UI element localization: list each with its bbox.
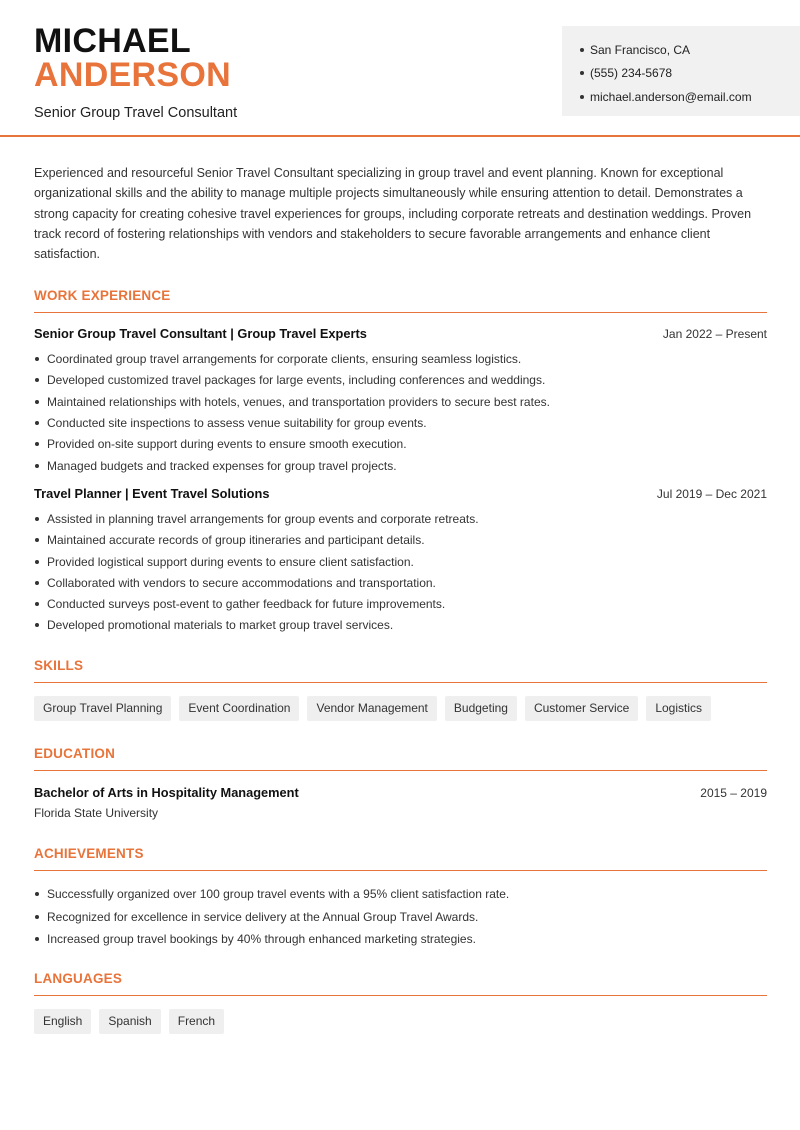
bullet-icon bbox=[580, 95, 584, 99]
resume-header bbox=[0, 0, 800, 137]
education-dates: 2015 – 2019 bbox=[700, 786, 767, 801]
skill-tag: Customer Service bbox=[525, 696, 638, 721]
bullet-icon bbox=[35, 357, 39, 361]
contact-email bbox=[580, 85, 800, 109]
education-section bbox=[34, 746, 767, 820]
job-bullets bbox=[34, 348, 767, 476]
bullet-icon bbox=[35, 517, 39, 521]
list-item bbox=[34, 412, 767, 433]
first-name: MICHAEL bbox=[34, 22, 191, 60]
list-item-text: Recognized for excellence in service delivery at the Annual Group Travel Awards. bbox=[47, 909, 479, 924]
section-title-work: WORK EXPERIENCE bbox=[34, 288, 767, 313]
job-bullets bbox=[34, 508, 767, 636]
bullet-icon bbox=[35, 937, 39, 941]
education-school: Florida State University bbox=[34, 806, 159, 821]
section-title-achievements: ACHIEVEMENTS bbox=[34, 846, 767, 871]
list-item-text: Collaborated with vendors to secure accommodations and transportation. bbox=[47, 575, 436, 590]
list-item-text: Conducted surveys post-event to gather feedback for future improvements. bbox=[47, 597, 446, 612]
bullet-icon bbox=[35, 421, 39, 425]
languages-tags bbox=[34, 1009, 767, 1034]
bullet-icon bbox=[35, 602, 39, 606]
bullet-icon bbox=[580, 48, 584, 52]
section-title-education: EDUCATION bbox=[34, 746, 767, 771]
list-item bbox=[34, 455, 767, 476]
skills-section bbox=[34, 658, 767, 721]
list-item bbox=[34, 906, 767, 929]
job-dates: Jul 2019 – Dec 2021 bbox=[656, 487, 767, 502]
section-title-skills: SKILLS bbox=[34, 658, 767, 683]
list-item-text: Coordinated group travel arrangements for corporate clients, ensuring seamless logistics. bbox=[47, 352, 522, 367]
skills-tags bbox=[34, 696, 767, 721]
list-item bbox=[34, 391, 767, 412]
skill-tag: Budgeting bbox=[445, 696, 517, 721]
job-role: Senior Group Travel Consultant | Group Travel Experts bbox=[34, 326, 367, 342]
list-item-text: Developed customized travel packages for large events, including conferences and weddings. bbox=[47, 373, 546, 388]
education-entry bbox=[34, 785, 767, 820]
skill-tag: Event Coordination bbox=[179, 696, 299, 721]
language-tag: French bbox=[169, 1009, 224, 1034]
list-item bbox=[34, 928, 767, 951]
contact-email-text: michael.anderson@email.com bbox=[590, 89, 752, 104]
list-item-text: Managed budgets and tracked expenses for group travel projects. bbox=[47, 458, 397, 473]
bullet-icon bbox=[35, 560, 39, 564]
contact-location-text: San Francisco, CA bbox=[590, 42, 691, 57]
list-item-text: Increased group travel bookings by 40% through enhanced marketing strategies. bbox=[47, 932, 476, 947]
list-item-text: Developed promotional materials to market group travel services. bbox=[47, 618, 394, 633]
list-item bbox=[34, 615, 767, 636]
bullet-icon bbox=[35, 538, 39, 542]
bullet-icon bbox=[35, 623, 39, 627]
name-block bbox=[34, 24, 237, 121]
list-item-text: Maintained relationships with hotels, venues, and transportation providers to secure best rates. bbox=[47, 394, 550, 409]
job-role: Travel Planner | Event Travel Solutions bbox=[34, 486, 270, 502]
list-item bbox=[34, 348, 767, 369]
education-head bbox=[34, 785, 767, 800]
bullet-icon bbox=[580, 71, 584, 75]
list-item-text: Successfully organized over 100 group travel events with a 95% client satisfaction rate. bbox=[47, 887, 510, 902]
list-item bbox=[34, 434, 767, 455]
job-title: Senior Group Travel Consultant bbox=[34, 105, 238, 121]
achievements-section bbox=[34, 846, 767, 951]
skill-tag: Logistics bbox=[646, 696, 711, 721]
contact-location bbox=[580, 38, 800, 62]
job-entry bbox=[34, 326, 767, 476]
list-item bbox=[34, 508, 767, 529]
bullet-icon bbox=[35, 892, 39, 896]
list-item bbox=[34, 370, 767, 391]
list-item-text: Assisted in planning travel arrangements for group events and corporate retreats. bbox=[47, 511, 479, 526]
skill-tag: Group Travel Planning bbox=[34, 696, 171, 721]
contact-phone bbox=[580, 62, 800, 86]
education-degree: Bachelor of Arts in Hospitality Management bbox=[34, 785, 299, 801]
list-item-text: Provided on-site support during events to ensure smooth execution. bbox=[47, 437, 407, 452]
list-item bbox=[34, 572, 767, 593]
list-item bbox=[34, 530, 767, 551]
list-item-text: Provided logistical support during events to ensure client satisfaction. bbox=[47, 554, 414, 569]
job-entry bbox=[34, 486, 767, 636]
bullet-icon bbox=[35, 581, 39, 585]
list-item-text: Conducted site inspections to assess venue suitability for group events. bbox=[47, 416, 427, 431]
achievements-list bbox=[34, 883, 767, 951]
language-tag: English bbox=[34, 1009, 91, 1034]
last-name: ANDERSON bbox=[34, 56, 231, 94]
contact-box bbox=[562, 26, 800, 116]
list-item bbox=[34, 883, 767, 906]
summary: Experienced and resourceful Senior Travel Consultant specializing in group travel and event planning. Known for exceptional organizational skills and the ability to manage multiple projects simultaneously while ensuring attention to detail. Demonstrates a strong capacity for creating cohesive travel experiences for groups, including corporate retreats and destination weddings. Proven track record of fostering relationships with vendors and stakeholders to secure favorable arrangements and enhance client satisfaction. bbox=[34, 166, 752, 262]
bullet-icon bbox=[35, 400, 39, 404]
contact-phone-text: (555) 234-5678 bbox=[590, 66, 673, 81]
languages-section bbox=[34, 971, 767, 1034]
bullet-icon bbox=[35, 442, 39, 446]
list-item bbox=[34, 551, 767, 572]
work-section bbox=[34, 288, 767, 636]
job-head bbox=[34, 486, 767, 501]
resume-body bbox=[34, 163, 767, 1034]
bullet-icon bbox=[35, 915, 39, 919]
language-tag: Spanish bbox=[99, 1009, 160, 1034]
job-dates: Jan 2022 – Present bbox=[662, 327, 767, 342]
list-item-text: Maintained accurate records of group itineraries and participant details. bbox=[47, 533, 425, 548]
job-head bbox=[34, 326, 767, 341]
skill-tag: Vendor Management bbox=[307, 696, 436, 721]
bullet-icon bbox=[35, 464, 39, 468]
bullet-icon bbox=[35, 378, 39, 382]
section-title-languages: LANGUAGES bbox=[34, 971, 767, 996]
list-item bbox=[34, 593, 767, 614]
